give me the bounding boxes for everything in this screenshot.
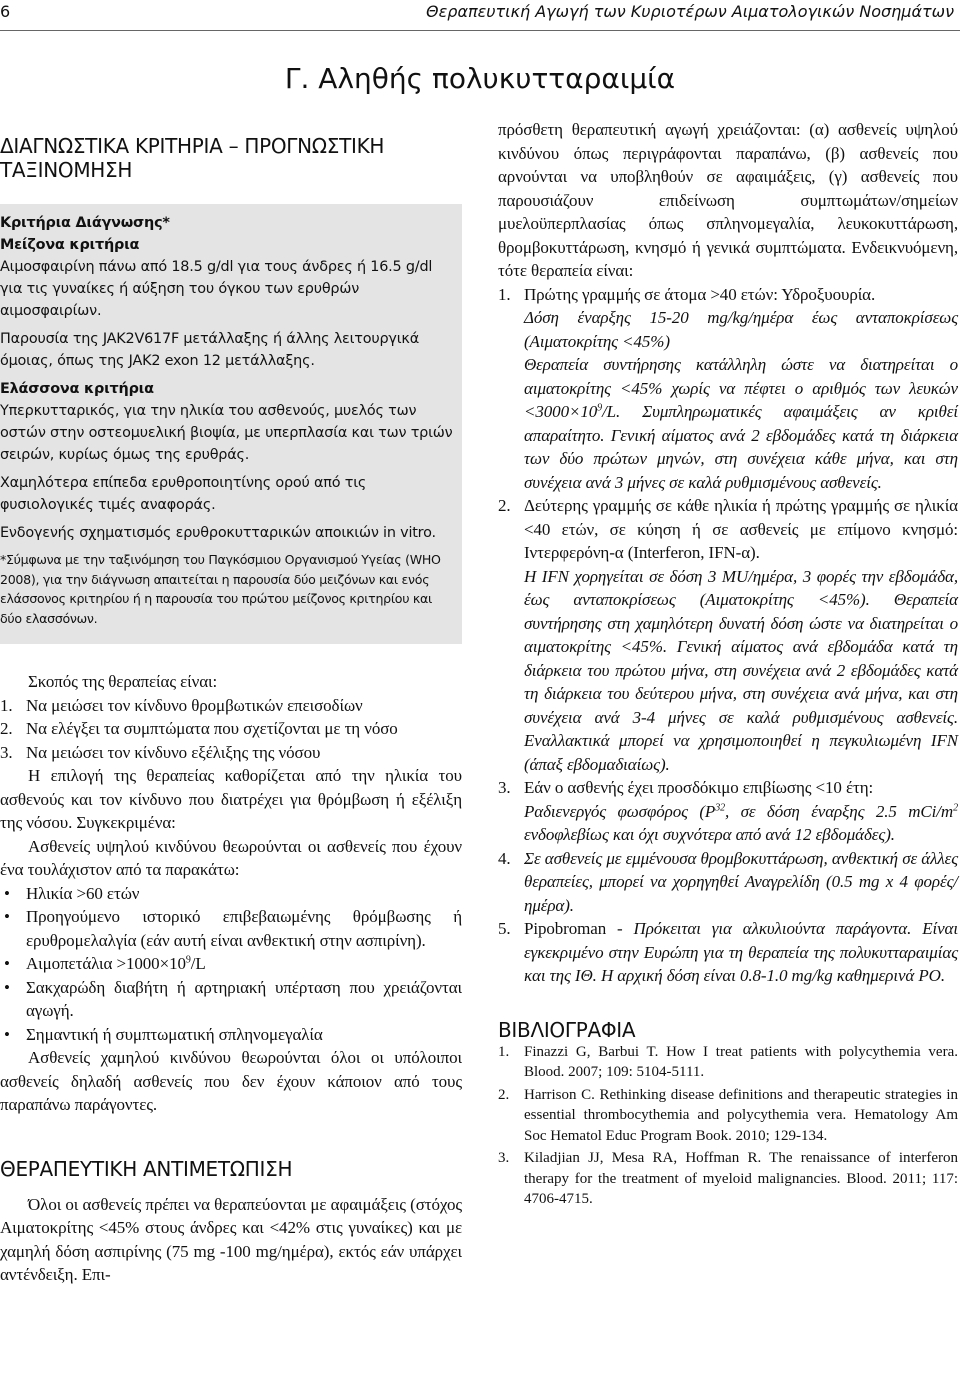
continuation-paragraph: πρόσθετη θεραπευτική αγωγή χρειάζονται: (α) ασθενείς υψηλού κινδύνου όπως περιγράφονται παραπάνω, (β) ασθενείς που αρνούνται να υποβληθούν σε αφαιμάξεις, (γ) ασθενείς που παρουσιάζουν επιδείνωση συμπτωμάτων/σημείων μυελοϋπερπλασίας όπως σπληνομεγαλία, λευκοκυττάρωση, θρομβοκυττάρωση, κνησμό ή γενικά συμπτώματα. Ενδεικνυόμενη, τότε θεραπεία είναι: (498, 120, 958, 280)
page-header (0, 0, 960, 31)
list-item: • Ηλικία >60 ετών (4, 883, 140, 903)
list-item: 1. Finazzi G, Barbui T. How I treat patients with polycythemia vera. Blood. 2007; 109: 5104-5111. (498, 1043, 958, 1080)
reference-list (498, 1042, 958, 1210)
list-item: 3. Εάν ο ασθενής έχει προσδόκιμο επιβίωσης <10 έτη: Ραδιενεργός φωσφόρος ($P^{32}$, σε δόση έναρξης 2.5 mCi/$m^2$ ενδοφλεβίως και όχι συχνότερα από ανά 12 εβδομάδες). (498, 778, 958, 844)
treatment-list (498, 283, 958, 988)
list-item: 3. Kiladjian JJ, Mesa RA, Hoffman R. The renaissance of interferon therapy for the treatment of myeloid malignancies. Blood. 2011; 117: 4706-4715. (498, 1150, 958, 1207)
list-item: • Προηγούμενο ιστορικό επιβεβαιωμένης θρόμβωσης ή ερυθρομελαλγία (εάν αυτή είναι ανθεκτική στην ασπιρίνη). (4, 907, 462, 950)
diagnostic-heading: ΔΙΑΓΝΩΣΤΙΚΑ ΚΡΙΤΗΡΙΑ – ΠΡΟΓΝΩΣΤΙΚΗ ΤΑΞΙΝΟΜΗΣΗ (0, 134, 385, 182)
list-item: 1. Να μειώσει τον κίνδυνο θρομβωτικών επεισοδίων (0, 695, 363, 715)
diagnostic-criteria-box (0, 204, 462, 644)
goals-list (0, 694, 462, 765)
left-column (0, 118, 462, 1287)
risk-factor-list (0, 882, 462, 1047)
list-item: 2. Δεύτερης γραμμής σε κάθε ηλικία ή πρώτης γραμμής σε ηλικία <40 ετών, σε κύηση ή σε ασθενείς με επίμονο κνησμό: Ιντερφερόνη-α (Interferon, IFN-α). Η IFN χορηγείται σε δόση 3 MU/ημέρα, 3 φορές την εβδομάδα, έως ανταποκρίσεως (Αιματοκρίτης <45%). Θεραπεία συντήρησης στη χαμηλότερη δυνατή δόση ώστε να διατηρείται ο αιματοκρίτης <45%. Γενική αίματος ανά εβδομάδα κατά τη διάρκεια του πρώτου μήνα, στη συνέχεια ανά 2 εβδομάδες κατά τη διάρκεια του δεύτερου μήνα, στη συνέχεια ανά μήνα, και στη συνέχεια ανά 3-4 μήνες σε καλά ρυθμισμένους ασθενείς. Εναλλακτικά μπορεί να χρησιμοποιηθεί η πεγκυλιωμένη IFN (άπαξ εβδομαδιαίως). (498, 496, 958, 774)
goals-intro: Σκοπός της θεραπείας είναι: (28, 672, 218, 691)
choice-paragraph: Η επιλογή της θεραπείας καθορίζεται από την ηλικία του ασθενούς και τον κίνδυνο που διατρέχει για θρόμβωση ή εξέλιξη της νόσου. Συγκεκριμένα: (0, 766, 462, 832)
minor-criterion: Χαμηλότερα επίπεδα ερυθροποιητίνης ορού από τις φυσιολογικές τιμές αναφοράς. (0, 475, 367, 513)
list-item: • Σημαντική ή συμπτωματική σπληνομεγαλία (4, 1024, 323, 1044)
major-criterion: Παρουσία της JAK2V617F μετάλλαξης ή άλλης λειτουργικά όμοιας, όπως της JAK2 exon 12 μετάλλαξης. (0, 331, 419, 369)
box-footnote: *Σύμφωνα με την ταξινόμηση του Παγκόσμιου Οργανισμού Υγείας (WHO 2008), για την διάγνωση απαιτείται η παρουσία δύο μειζόνων και ενός ελάσσονος κριτηρίου ή η παρουσία του πρώτου μείζονος κριτηρίου και δύο ελασσόνων. (0, 552, 441, 626)
section-title: Γ. Αληθής πολυκυτταραιμία (284, 62, 676, 95)
major-criteria-heading: Μείζονα κριτήρια (0, 237, 140, 253)
major-criterion: Αιμοσφαιρίνη πάνω από 18.5 g/dl για τους άνδρες ή 16.5 g/dl για τις γυναίκες ή αύξηση του όγκου των ερυθρών αιμοσφαιρίων. (0, 259, 433, 319)
list-item: • $A\iota\mu o\pi\varepsilon\tau ά\lambda\iota\alpha >1000\times 10^9/L$ (4, 954, 206, 973)
goals-section (0, 670, 462, 1117)
list-item: 2. Να ελέγξει τα συμπτώματα που σχετίζονται με τη νόσο (0, 719, 398, 738)
bibliography-heading: ΒΙΒΛΙΟΓΡΑΦΙΑ (498, 1017, 636, 1042)
list-item: 5. Pipobroman - Πρόκειται για αλκυλιούντα παράγοντα. Είναι εγκεκριμένο στην Ευρώπη για τη θεραπεία της πολυκυτταραιμίας και της ΙΘ. Η αρχική δόση είναι 0.8-1.0 mg/kg καθημερινά PO. (498, 919, 958, 985)
minor-criterion: Υπερκυτταρικός, για την ηλικία του ασθενούς, μυελός των οστών στην οστεομυελική βιοψία, με υπερπλασία και των τριών σειρών, κυρίως όμως της ερυθράς. (0, 403, 453, 463)
page-number: 6 (0, 2, 11, 21)
low-risk-paragraph: Ασθενείς χαμηλού κινδύνου θεωρούνται όλοι οι υπόλοιποι ασθενείς δηλαδή ασθενείς που δεν έχουν κάποιον από τους παραπάνω παράγοντες. (0, 1048, 462, 1114)
right-column (498, 118, 958, 1212)
minor-criteria-heading: Ελάσσονα κριτήρια (0, 381, 154, 397)
running-title: Θεραπευτική Αγωγή των Κυριοτέρων Αιματολογικών Νοσημάτων (426, 2, 954, 21)
list-item: 4. Σε ασθενείς με εμμένουσα θρομβοκυττάρωση, ανθεκτική σε άλλες θεραπείες, μπορεί να χορηγηθεί Αναγρελίδη (0.5 mg x 4 φορές/ημέρα). (498, 848, 958, 915)
therapy-paragraph: Όλοι οι ασθενείς πρέπει να θεραπεύονται με αφαιμάξεις (στόχος Αιματοκρίτης <45% στους άνδρες και <42% στις γυναίκες) και με χαμηλή δόση ασπιρίνης (75 mg -100 mg/ημέρα), εκτός εάν υπάρχει αντένδειξη. Επι- (0, 1194, 462, 1284)
list-item: 3. Να μειώσει τον κίνδυνο εξέλιξης της νόσου (0, 742, 321, 762)
minor-criterion: Ενδογενής σχηματισμός ερυθροκυτταρικών αποικιών in vitro. (0, 525, 436, 541)
therapy-heading: ΘΕΡΑΠΕΥΤΙΚΗ ΑΝΤΙΜΕΤΩΠΙΣΗ (0, 1156, 293, 1181)
list-item: 2. Harrison C. Rethinking disease definitions and therapeutic strategies in essential thrombocythemia and polycythemia vera. Hematology Am Soc Hematol Educ Program Book. 2010; 129-134. (498, 1086, 958, 1144)
list-item: • Σακχαρώδη διαβήτη ή αρτηριακή υπέρταση που χρειάζονται αγωγή. (4, 977, 462, 1020)
list-item: 1. Πρώτης γραμμής σε άτομα >40 ετών: Υδροξυουρία. Δόση έναρξης 15-20 mg/kg/ημέρα έως ανταποκρίσεως (Αιματοκρίτης <45%) Θεραπεία συντήρησης κατάλληλη ώστε να διατηρείται ο αιματοκρίτης <45% χωρίς να πέφτει ο αριθμός των $\lambda\varepsilon\upsilon\kappa ώ\nu <3000\times 10^9/L$. Συμπληρωματικές αφαιμάξεις αν κριθεί απαραίτητο. Γενική αίματος ανά 2 εβδομάδες κατά τη διάρκεια των δύο πρώτων μηνών, στη συνέχεια κάθε μήνα, και στη συνέχεια ανά 3 μήνες σε καλά ρυθμισμένους ασθενείς. (498, 284, 958, 492)
box-title: Κριτήρια Διάγνωσης* (0, 215, 170, 231)
high-risk-paragraph: Ασθενείς υψηλού κινδύνου θεωρούνται οι ασθενείς που έχουν ένα τουλάχιστον από τα παρακάτω: (0, 836, 462, 879)
